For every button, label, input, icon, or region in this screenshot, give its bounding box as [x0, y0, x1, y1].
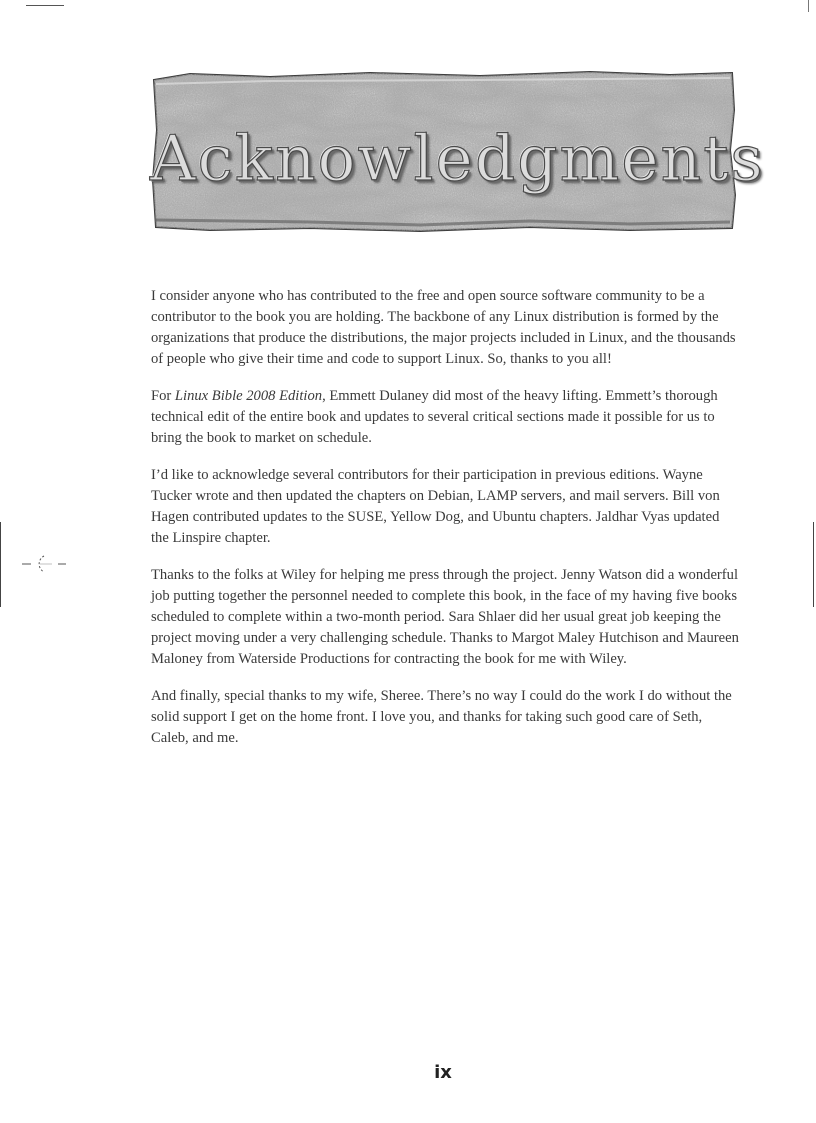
page-number: ix [434, 1062, 452, 1083]
body-text [151, 286, 739, 765]
crop-mark-top-left [26, 5, 64, 6]
crop-mark-left-edge [0, 522, 1, 607]
paragraph: Thanks to the folks at Wiley for helping me press through the project. Jenny Watson did a wonderful job putting together the personnel needed to complete this book, in the face of my having five books scheduled to complete within a two-month period. Sara Shlaer did her usual great job keeping the project moving under a very challenging schedule. Thanks to Margot Maley Hutchison and Maureen Maloney from Waterside Productions for contracting the book for me with Wiley. [151, 567, 739, 667]
paragraph-text: For [151, 388, 175, 404]
paragraph [151, 386, 739, 449]
paragraph: I’d like to acknowledge several contributors for their participation in previous editions. Wayne Tucker wrote and then updated the chapters on Debian, LAMP servers, and mail servers. Bill von Hagen contributed updates to the SUSE, Yellow Dog, and Ubuntu chapters. Jaldhar Vyas updated the Linspire chapter. [151, 467, 720, 546]
crop-mark-top-right [808, 0, 809, 12]
paragraph: I consider anyone who has contributed to the free and open source software community to be a contributor to the book you are holding. The backbone of any Linux distribution is formed by the organizations that produce the distributions, the major projects included in Linux, and the thousands of people who give their time and code to support Linux. So, thanks to you all! [151, 288, 736, 367]
paragraph: And finally, special thanks to my wife, Sheree. There’s no way I could do the work I do without the solid support I get on the home front. I love you, and thanks for taking such good care of Seth, Caleb, and me. [151, 688, 732, 746]
page-title: Acknowledgments [150, 122, 765, 195]
chapter-banner [150, 70, 765, 233]
registration-mark-icon [22, 553, 82, 575]
crop-mark-right-edge [813, 522, 814, 607]
book-title: Linux Bible 2008 Edition [174, 388, 323, 404]
paragraph-text: , Emmett Dulaney did most of the heavy lifting. Emmett’s thorough technical edit of the entire book and updates to several critical sections made it possible for us to bring the book to market on schedule. [151, 388, 718, 446]
